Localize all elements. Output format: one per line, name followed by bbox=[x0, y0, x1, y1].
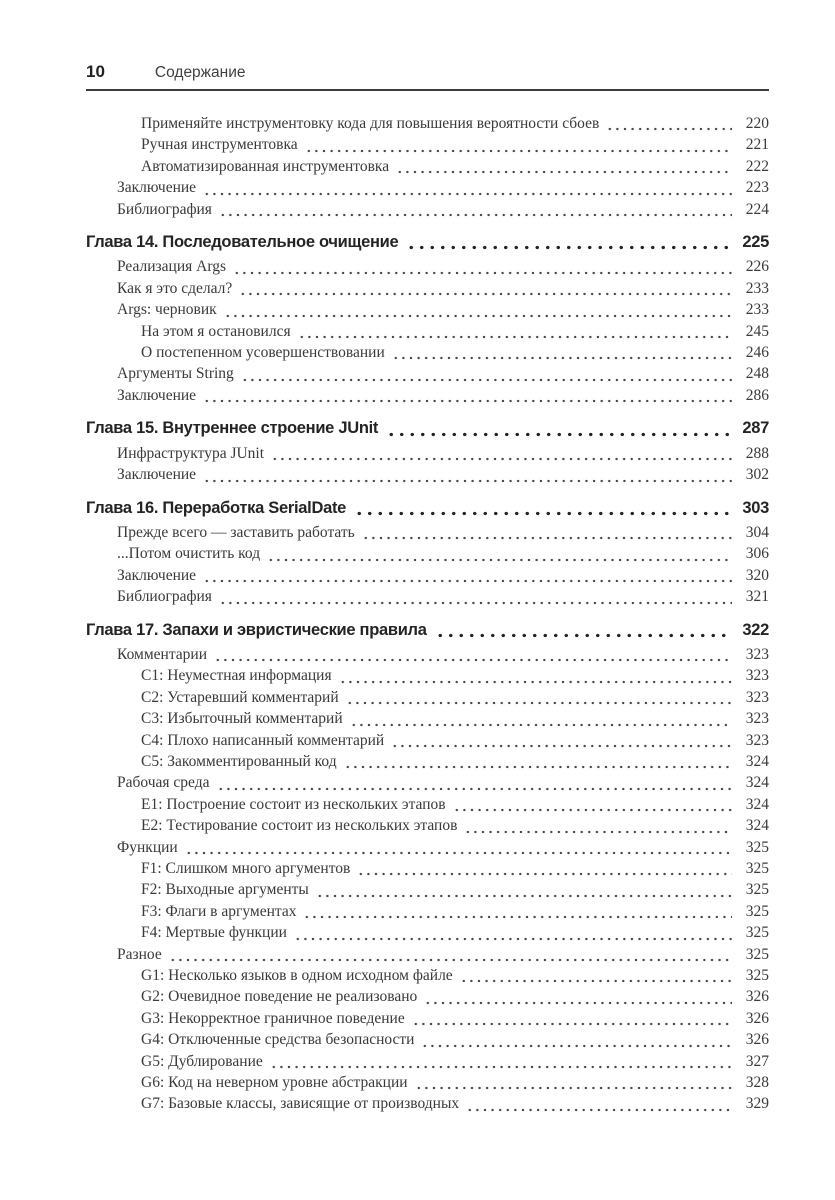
toc-entry-page-number: 324 bbox=[745, 795, 769, 813]
dot-leader bbox=[219, 601, 732, 605]
dot-leader bbox=[298, 335, 732, 339]
dot-leader bbox=[203, 579, 732, 583]
dot-leader bbox=[344, 765, 732, 769]
toc-entry-title: G3: Некорректное граничное поведение bbox=[141, 1009, 405, 1027]
toc-entry-page-number: 304 bbox=[745, 523, 769, 541]
toc-entry-title: C4: Плохо написанный комментарий bbox=[141, 731, 385, 749]
toc-entry-page-number: 325 bbox=[745, 967, 769, 985]
toc-entry bbox=[86, 464, 769, 485]
dot-leader bbox=[224, 314, 732, 318]
toc-entry bbox=[86, 113, 769, 134]
toc-entry-page-number: 321 bbox=[745, 588, 769, 606]
dot-leader bbox=[346, 701, 732, 705]
dot-leader bbox=[412, 1022, 732, 1026]
toc-entry-page-number: 248 bbox=[745, 365, 769, 383]
toc-entry-page-number: 329 bbox=[745, 1095, 769, 1113]
toc-entry-title: Реализация Args bbox=[117, 258, 226, 276]
toc-entry bbox=[86, 901, 769, 922]
toc-entry-page-number: 233 bbox=[745, 279, 769, 297]
dot-leader bbox=[241, 378, 732, 382]
toc-entry-title: G6: Код на неверном уровне абстракции bbox=[141, 1074, 408, 1092]
toc-entry-page-number: 324 bbox=[745, 817, 769, 835]
toc-group bbox=[86, 498, 769, 608]
dot-leader bbox=[406, 245, 729, 250]
toc-chapter-page-number: 225 bbox=[742, 233, 769, 252]
dot-leader bbox=[415, 1086, 732, 1090]
toc-entry-page-number: 324 bbox=[745, 752, 769, 770]
toc-entry bbox=[86, 321, 769, 342]
toc-entry-page-number: 327 bbox=[745, 1052, 769, 1070]
dot-leader bbox=[267, 558, 732, 562]
dot-leader bbox=[354, 511, 729, 516]
toc-chapter-title: Глава 14. Последовательное очищение bbox=[86, 233, 399, 252]
toc-entry-page-number: 286 bbox=[745, 386, 769, 404]
toc-entry-page-number: 222 bbox=[745, 157, 769, 175]
toc-entry bbox=[86, 1051, 769, 1072]
toc-entry-title: F3: Флаги в аргументах bbox=[141, 902, 297, 920]
toc-entry-title: C5: Закомментированный код bbox=[141, 752, 337, 770]
toc-chapter-page-number: 287 bbox=[742, 419, 769, 438]
toc-entry-title: C3: Избыточный комментарий bbox=[141, 710, 343, 728]
toc-entry bbox=[86, 986, 769, 1007]
dot-leader bbox=[203, 399, 732, 403]
toc-entry-page-number: 224 bbox=[745, 200, 769, 218]
toc-entry-page-number: 325 bbox=[745, 838, 769, 856]
toc-entry bbox=[86, 965, 769, 986]
toc-entry bbox=[86, 443, 769, 464]
dot-leader bbox=[421, 1044, 732, 1048]
toc-entry-title: О постепенном усовершенствовании bbox=[141, 344, 385, 362]
toc-entry-page-number: 323 bbox=[745, 688, 769, 706]
toc-entry-title: F4: Мертвые функции bbox=[141, 924, 287, 942]
toc-entry bbox=[86, 278, 769, 299]
toc-entry-page-number: 325 bbox=[745, 881, 769, 899]
dot-leader bbox=[169, 958, 732, 962]
toc-chapter-row bbox=[86, 232, 769, 253]
toc-entry bbox=[86, 944, 769, 965]
toc-entry-page-number: 323 bbox=[745, 645, 769, 663]
toc-entry bbox=[86, 751, 769, 772]
dot-leader bbox=[271, 457, 732, 461]
dot-leader bbox=[270, 1065, 732, 1069]
toc-entry-title: ...Потом очистить код bbox=[117, 545, 261, 563]
toc-entry-title: Ручная инструментовка bbox=[141, 136, 298, 154]
toc-entry-page-number: 306 bbox=[745, 545, 769, 563]
toc-entry-title: Библиография bbox=[117, 588, 212, 606]
toc-entry-page-number: 288 bbox=[745, 444, 769, 462]
folio-page-number: 10 bbox=[86, 62, 105, 81]
dot-leader bbox=[453, 808, 732, 812]
toc-entry bbox=[86, 665, 769, 686]
toc-chapter-row bbox=[86, 418, 769, 439]
toc-entry-page-number: 302 bbox=[745, 466, 769, 484]
dot-leader bbox=[303, 915, 732, 919]
dot-leader bbox=[316, 894, 732, 898]
dot-leader bbox=[203, 479, 732, 483]
toc-entry-page-number: 326 bbox=[745, 988, 769, 1006]
toc-entry-title: C2: Устаревший комментарий bbox=[141, 688, 339, 706]
toc-entry bbox=[86, 543, 769, 564]
toc-entry-title: Args: черновик bbox=[117, 301, 217, 319]
dot-leader bbox=[219, 213, 732, 217]
dot-leader bbox=[185, 851, 732, 855]
toc-entry bbox=[86, 156, 769, 177]
dot-leader bbox=[233, 271, 732, 275]
dot-leader bbox=[435, 633, 729, 638]
toc-entry-title: F1: Слишком много аргументов bbox=[141, 860, 351, 877]
toc-entry-title: G2: Очевидное поведение не реализовано bbox=[141, 988, 418, 1006]
dot-leader bbox=[217, 787, 733, 791]
toc-entry bbox=[86, 794, 769, 815]
dot-leader bbox=[396, 170, 732, 174]
toc-entry-title: G4: Отключенные средства безопасности bbox=[141, 1031, 415, 1049]
dot-leader bbox=[203, 192, 732, 196]
toc-entry bbox=[86, 730, 769, 751]
toc-entry bbox=[86, 1008, 769, 1029]
toc-group bbox=[86, 620, 769, 1115]
toc-chapter-title: Глава 16. Переработка SerialDate bbox=[86, 498, 347, 517]
toc-entry-title: Библиография bbox=[117, 200, 212, 218]
dot-leader bbox=[350, 723, 732, 727]
toc-entry-page-number: 326 bbox=[745, 1009, 769, 1027]
toc-entry-title: Автоматизированная инструментовка bbox=[141, 157, 390, 175]
toc-entry-page-number: 323 bbox=[745, 710, 769, 728]
toc-entry-title: Разное bbox=[117, 945, 162, 963]
toc-chapter-title: Глава 15. Внутреннее строение JUnit bbox=[86, 419, 379, 438]
toc-chapter-title: Глава 17. Запахи и эвристические правила bbox=[86, 620, 427, 639]
toc-entry-title: Применяйте инструментовку кода для повышения вероятности сбоев bbox=[141, 115, 600, 132]
toc-entry-title: E2: Тестирование состоит из нескольких этапов bbox=[141, 817, 458, 835]
toc-entry-title: Рабочая среда bbox=[117, 774, 210, 792]
toc-group bbox=[86, 232, 769, 406]
toc-entry bbox=[86, 858, 769, 879]
toc-entry bbox=[86, 363, 769, 384]
toc-entry-title: Заключение bbox=[117, 466, 197, 484]
toc-entry-page-number: 223 bbox=[745, 179, 769, 197]
toc-entry-page-number: 323 bbox=[745, 731, 769, 749]
dot-leader bbox=[362, 536, 732, 540]
toc-entry-title: Прежде всего — заставить работать bbox=[117, 523, 355, 541]
dot-leader bbox=[294, 937, 732, 941]
toc-entry-page-number: 325 bbox=[745, 924, 769, 942]
toc-entry-title: Комментарии bbox=[117, 645, 207, 663]
dot-leader bbox=[606, 127, 732, 131]
toc-entry bbox=[86, 1093, 769, 1114]
toc-entry bbox=[86, 134, 769, 155]
dot-leader bbox=[392, 356, 732, 360]
dot-leader bbox=[239, 292, 732, 296]
dot-leader bbox=[464, 830, 732, 834]
toc-entry bbox=[86, 1029, 769, 1050]
toc-entry bbox=[86, 565, 769, 586]
dot-leader bbox=[466, 1108, 732, 1112]
toc-entry bbox=[86, 256, 769, 277]
toc-entry bbox=[86, 177, 769, 198]
toc-entry bbox=[86, 837, 769, 858]
toc-entry-title: G5: Дублирование bbox=[141, 1052, 263, 1070]
dot-leader bbox=[357, 872, 732, 876]
toc-chapter-page-number: 322 bbox=[742, 620, 769, 639]
toc-entry-page-number: 221 bbox=[745, 136, 769, 154]
toc-chapter-page-number: 303 bbox=[742, 498, 769, 517]
toc-entry bbox=[86, 708, 769, 729]
toc-entry bbox=[86, 299, 769, 320]
dot-leader bbox=[305, 149, 732, 153]
toc-entry-title: C1: Неуместная информация bbox=[141, 667, 332, 685]
toc-entry-page-number: 328 bbox=[745, 1074, 769, 1092]
toc-entry bbox=[86, 1072, 769, 1093]
toc-chapter-row bbox=[86, 620, 769, 641]
toc-entry bbox=[86, 815, 769, 836]
toc-entry bbox=[86, 586, 769, 607]
toc-entry bbox=[86, 522, 769, 543]
toc-entry bbox=[86, 879, 769, 900]
toc-entry bbox=[86, 342, 769, 363]
dot-leader bbox=[339, 680, 732, 684]
toc-chapter-row bbox=[86, 498, 769, 519]
toc-entry-title: Заключение bbox=[117, 386, 197, 404]
toc-entry-page-number: 245 bbox=[745, 322, 769, 340]
dot-leader bbox=[460, 979, 732, 983]
toc-entry-page-number: 246 bbox=[745, 344, 769, 362]
toc-entry-page-number: 324 bbox=[745, 774, 769, 792]
toc-entry-title: Как я это сделал? bbox=[117, 279, 233, 297]
toc-entry-title: Функции bbox=[117, 838, 178, 856]
toc-entry-page-number: 226 bbox=[745, 258, 769, 276]
dot-leader bbox=[391, 744, 732, 748]
dot-leader bbox=[214, 658, 732, 662]
toc-entry bbox=[86, 385, 769, 406]
toc-entry-title: G1: Несколько языков в одном исходном файле bbox=[141, 967, 453, 985]
toc-entry bbox=[86, 772, 769, 793]
toc-entry-title: G7: Базовые классы, зависящие от производных bbox=[141, 1095, 460, 1113]
toc-entry-page-number: 323 bbox=[745, 667, 769, 685]
toc-entry-title: Аргументы String bbox=[117, 365, 234, 383]
toc-entry-page-number: 220 bbox=[745, 115, 769, 132]
toc-group bbox=[86, 418, 769, 485]
toc-entry-title: Заключение bbox=[117, 179, 197, 197]
running-head-title: Содержание bbox=[154, 64, 246, 81]
toc-group bbox=[86, 113, 769, 220]
toc-entry bbox=[86, 922, 769, 943]
toc-entry-page-number: 326 bbox=[745, 1031, 769, 1049]
toc-entry bbox=[86, 199, 769, 220]
dot-leader bbox=[386, 432, 729, 437]
toc-entry bbox=[86, 687, 769, 708]
toc-entry-page-number: 320 bbox=[745, 566, 769, 584]
toc-entry-title: На этом я остановился bbox=[141, 322, 291, 340]
toc-entry-page-number: 325 bbox=[745, 860, 769, 877]
page-header bbox=[86, 62, 769, 84]
toc-entry bbox=[86, 644, 769, 665]
toc-entry-title: E1: Построение состоит из нескольких этапов bbox=[141, 795, 446, 813]
toc-entry-title: F2: Выходные аргументы bbox=[141, 881, 309, 899]
toc-entry-page-number: 325 bbox=[745, 945, 769, 963]
toc-entry-page-number: 325 bbox=[745, 902, 769, 920]
table-of-contents bbox=[86, 113, 769, 1115]
toc-entry-page-number: 233 bbox=[745, 301, 769, 319]
toc-entry-title: Заключение bbox=[117, 566, 197, 584]
dot-leader bbox=[424, 1001, 732, 1005]
header-rule bbox=[86, 89, 769, 91]
toc-entry-title: Инфраструктура JUnit bbox=[117, 444, 265, 462]
